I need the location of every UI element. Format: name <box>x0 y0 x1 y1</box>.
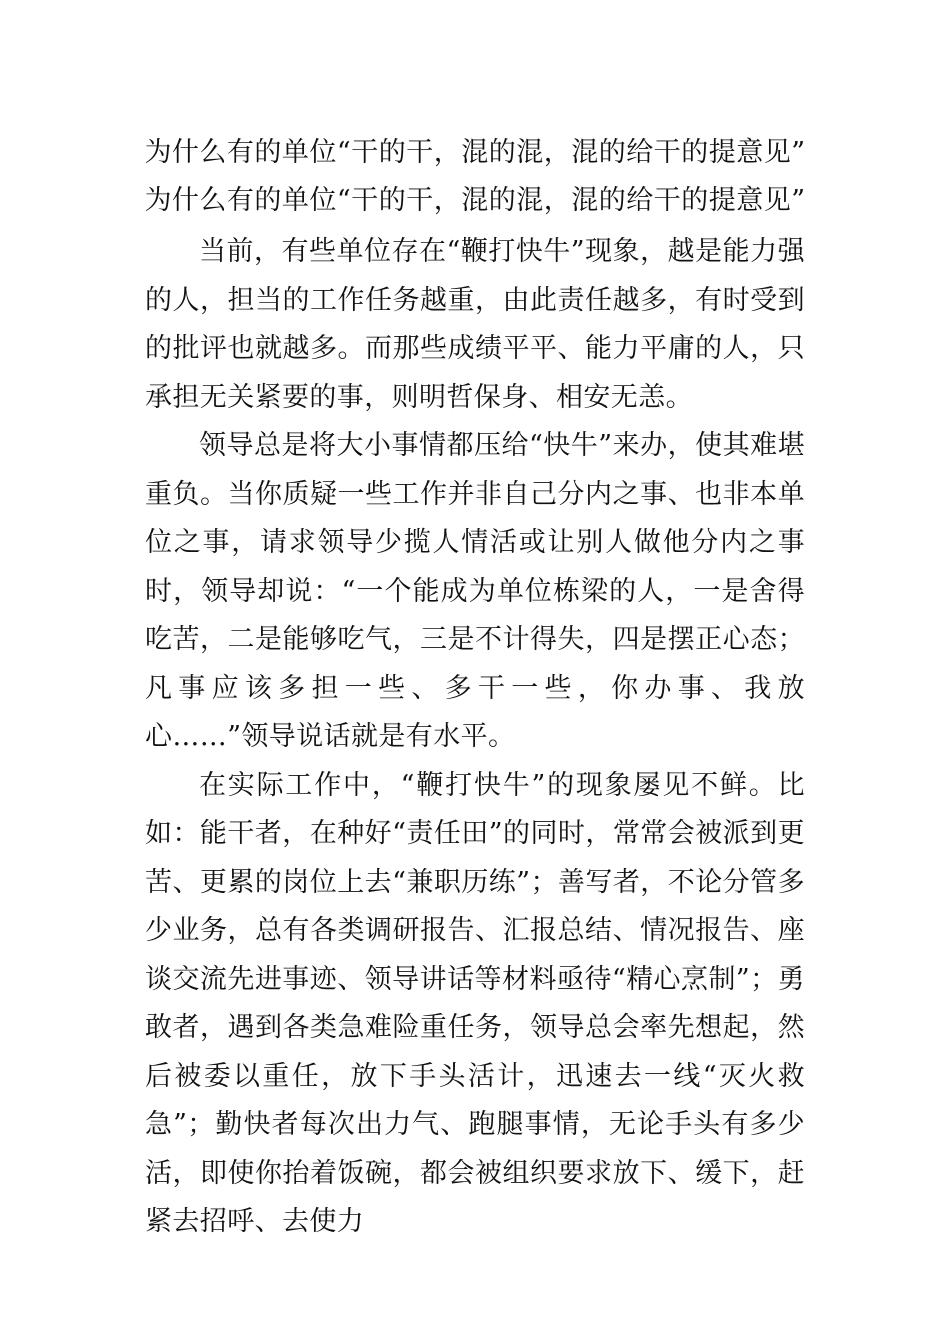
document-body <box>145 228 805 1247</box>
paragraph: 当前，有些单位存在“鞭打快牛”现象，越是能力强的人，担当的工作任务越重，由此责任越多，有时受到的批评也就越多。而那些成绩平平、能力平庸的人，只承担无关紧要的事，则明哲保身、相安无恙。 <box>145 236 805 413</box>
paragraph: 在实际工作中，“鞭打快牛”的现象屡见不鲜。比如：能干者，在种好“责任田”的同时，常常会被派到更苦、更累的岗位上去“兼职历练”；善写者，不论分管多少业务，总有各类调研报告、汇报总结、情况报告、座谈交流先进事迹、领导讲话等材料亟待“精心烹制”；勇敢者，遇到各类急难险重任务，领导总会率先想起，然后被委以重任，放下手头活计，迅速去一线“灭火救急”；勤快者每次出力气、跑腿事情，无论手头有多少活，即使你抬着饭碗，都会被组织要求放下、缓下，赶紧去招呼、去使力 <box>145 769 805 1237</box>
paragraph: 领导总是将大小事情都压给“快牛”来办，使其难堪重负。当你质疑一些工作并非自己分内之事、也非本单位之事，请求领导少揽人情活或让别人做他分内之事时，领导却说：“一个能成为单位栋梁的人，一是舍得吃苦，二是能够吃气，三是不计得失，四是摆正心态；凡事应该多担一些、多干一些，你办事、我放心……”领导说话就是有水平。 <box>145 430 805 752</box>
document-title-repeat: 为什么有的单位“干的干，混的混，混的给干的提意见” <box>144 185 806 216</box>
document-title: 为什么有的单位“干的干，混的混，混的给干的提意见” <box>144 137 806 168</box>
